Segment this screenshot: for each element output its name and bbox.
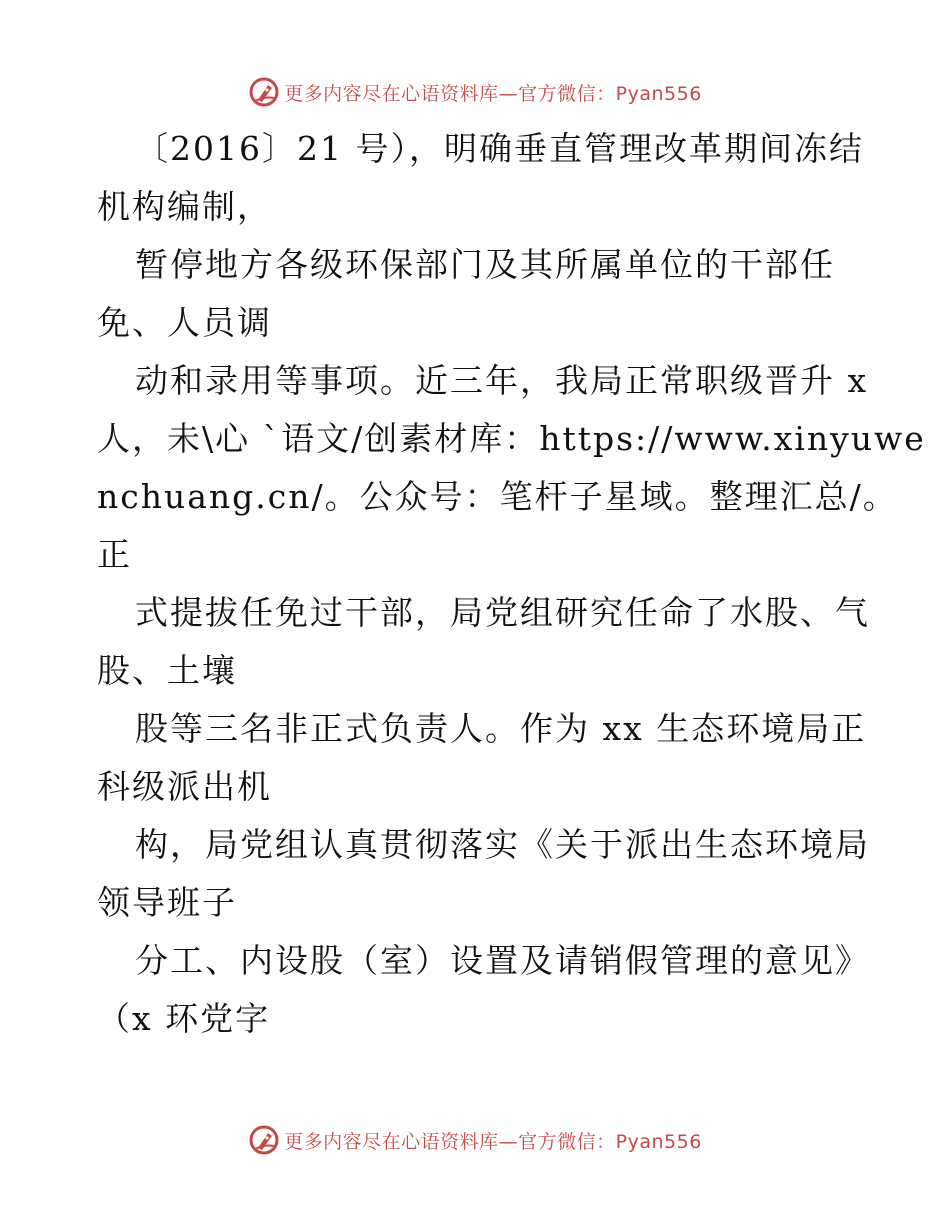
text-line: 构，局党组认真贯彻落实《关于派出生态环境局 xyxy=(135,825,870,864)
text-line: 正 xyxy=(97,535,132,574)
text-line: 股、土壤 xyxy=(97,651,237,690)
footer-watermark xyxy=(0,1120,950,1160)
header-watermark xyxy=(0,72,950,112)
pen-nib-logo-icon xyxy=(248,76,280,108)
text-line: 〔2016〕21 号），明确垂直管理改革期间冻结 xyxy=(135,129,864,168)
text-line: 分工、内设股（室）设置及请销假管理的意见》 xyxy=(135,941,870,980)
text-line: 动和录用等事项。近三年，我局正常职级晋升 x xyxy=(135,361,869,400)
watermark-text: 更多内容尽在心语资料库—官方微信：Pyan556 xyxy=(284,82,702,105)
text-line: 免、人员调 xyxy=(97,303,272,342)
document-body xyxy=(97,120,926,1048)
text-line: 科级派出机 xyxy=(97,767,272,806)
text-line: 领导班子 xyxy=(97,883,237,922)
text-line: （x 环党字 xyxy=(97,999,271,1038)
watermark-text: 更多内容尽在心语资料库—官方微信：Pyan556 xyxy=(284,1130,702,1153)
text-line: 股等三名非正式负责人。作为 xx 生态环境局正 xyxy=(135,709,867,748)
text-line: nchuang.cn/。公众号：笔杆子星域。整理汇总/。 xyxy=(97,477,898,516)
text-line: 机构编制， xyxy=(97,187,272,226)
text-line: 暂停地方各级环保部门及其所属单位的干部任 xyxy=(135,245,835,284)
text-line: 式提拔任免过干部，局党组研究任命了水股、气 xyxy=(135,593,870,632)
text-line: 人，未\心 `语文/创素材库：https://www.xinyuwe xyxy=(97,419,926,458)
pen-nib-logo-icon xyxy=(248,1124,280,1156)
